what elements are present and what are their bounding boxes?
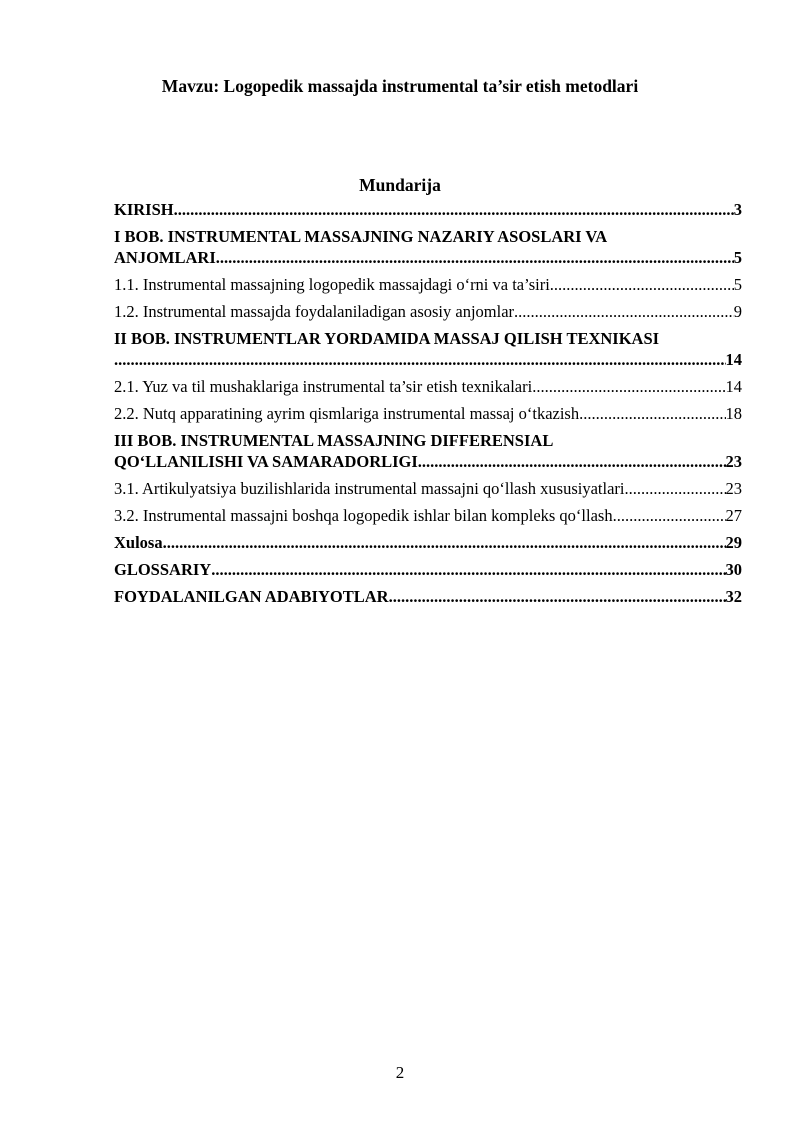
dot-leader [163,532,726,553]
toc-entry-title: 2.1. Yuz va til mushaklariga instrumental ta’sir etish texnikalari [114,377,533,396]
toc-entry [114,226,742,268]
dot-leader [613,505,726,526]
toc-entry-page: 18 [725,404,742,423]
toc-entry-page: 30 [725,560,742,579]
toc-entry [114,376,742,397]
dot-leader [625,478,726,499]
toc-entry-title-line1: III BOB. INSTRUMENTAL MASSAJNING DIFFERENSIAL [114,431,554,450]
toc-entry-page: 32 [725,587,742,606]
toc-heading: Mundarija [359,175,441,195]
toc-entry-title: QO‘LLANILISHI VA SAMARADORLIGI [114,452,418,471]
page-number: 2 [395,1063,405,1082]
toc-entry-page: 14 [725,377,742,396]
toc-entry-title: 2.2. Nutq apparatining ayrim qismlariga instrumental massaj o‘tkazish [114,404,580,423]
toc-entry [114,505,742,526]
toc-entry-title-line1: I BOB. INSTRUMENTAL MASSAJNING NAZARIY ASOSLARI VA [114,227,608,246]
toc-entry-title: GLOSSARIY [114,560,212,579]
toc-entry-page: 5 [733,275,742,294]
toc-entry-page: 9 [733,302,742,321]
toc-entry [114,586,742,607]
dot-leader [114,349,726,370]
dot-leader [579,403,725,424]
dot-leader [216,247,734,268]
topic-title: Mavzu: Logopedik massajda instrumental ta’sir etish metodlari [161,76,639,96]
toc-entry-page: 27 [725,506,742,525]
toc-entry [114,532,742,553]
table-of-contents [114,199,742,613]
toc-entry-title: 1.1. Instrumental massajning logopedik massajdagi o‘rni va ta’siri [114,275,550,294]
toc-entry [114,328,742,370]
toc-entry [114,274,742,295]
toc-entry-page: 29 [725,533,742,552]
toc-entry-title: 3.1. Artikulyatsiya buzilishlarida instrumental massajni qo‘llash xususiyatlari [114,479,625,498]
toc-entry-page: 3 [733,200,742,219]
toc-entry-page: 23 [725,479,742,498]
dot-leader [418,451,726,472]
toc-entry [114,199,742,220]
toc-entry-title: 3.2. Instrumental massajni boshqa logopedik ishlar bilan kompleks qo‘llash [114,506,613,525]
toc-entry-title: Xulosa [114,533,163,552]
toc-entry-page: 5 [733,248,742,267]
toc-entry [114,301,742,322]
toc-entry-title: FOYDALANILGAN ADABIYOTLAR [114,587,389,606]
toc-entry-title: 1.2. Instrumental massajda foydalaniladigan asosiy anjomlar [114,302,515,321]
dot-leader [211,559,725,580]
toc-entry-page: 23 [725,452,742,471]
toc-entry [114,478,742,499]
toc-entry [114,559,742,580]
dot-leader [550,274,734,295]
toc-entry [114,430,742,472]
dot-leader [174,199,734,220]
dot-leader [389,586,726,607]
toc-entry-title: ANJOMLARI [114,248,216,267]
toc-entry-page: 14 [725,350,742,369]
toc-entry-title: KIRISH [114,200,174,219]
dot-leader [514,301,734,322]
toc-entry [114,403,742,424]
dot-leader [532,376,725,397]
toc-entry-title-line1: II BOB. INSTRUMENTLAR YORDAMIDA MASSAJ QILISH TEXNIKASI [114,329,660,348]
